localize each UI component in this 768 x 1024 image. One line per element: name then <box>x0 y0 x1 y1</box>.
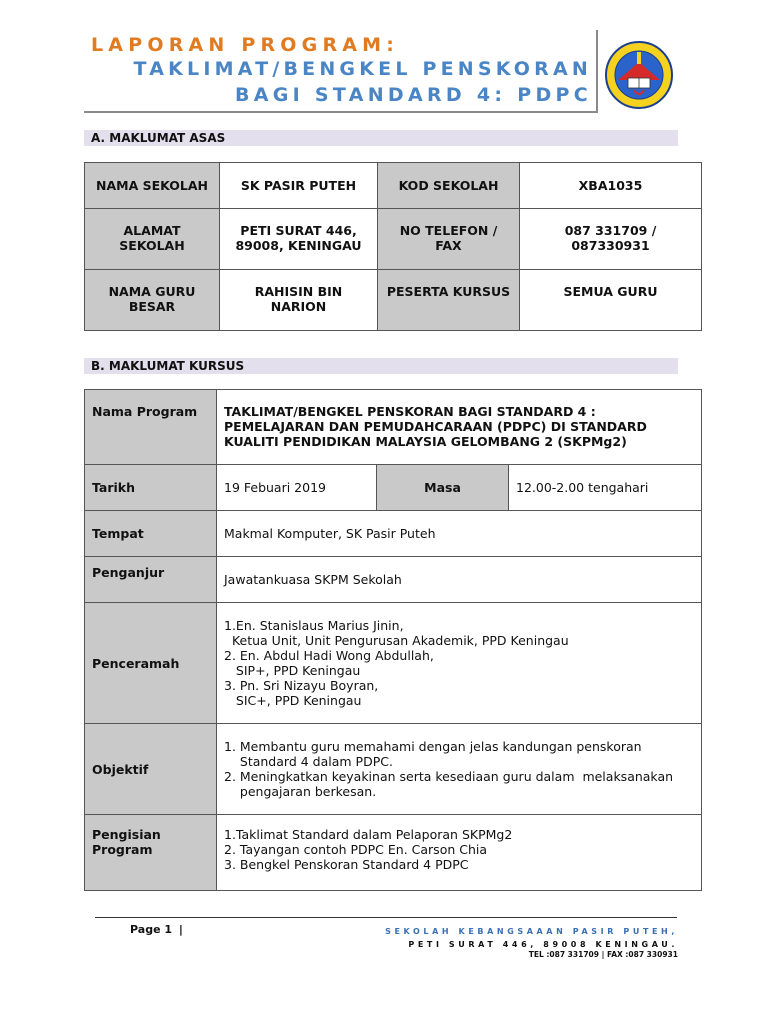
report-header <box>84 30 592 112</box>
alamat-label: ALAMAT SEKOLAH <box>85 209 220 270</box>
penceramah-line: 3. Pn. Sri Nizayu Boyran, <box>224 678 379 693</box>
pengisian-line: 1.Taklimat Standard dalam Pelaporan SKPMg2 <box>224 827 513 842</box>
footer-address: PETI SURAT 446, 89008 KENINGAU. <box>408 940 678 949</box>
header-vertical-divider <box>596 30 598 113</box>
header-divider <box>84 111 596 113</box>
table-row <box>85 557 702 603</box>
table-row <box>85 163 702 209</box>
maklumat-asas-table <box>84 162 702 331</box>
kod-sekolah-label: KOD SEKOLAH <box>378 163 520 209</box>
page-label: Page 1 <box>130 923 173 936</box>
school-logo <box>604 40 674 110</box>
pengisian-value <box>217 815 702 891</box>
nama-sekolah-value: SK PASIR PUTEH <box>220 163 378 209</box>
alamat-value: PETI SURAT 446, 89008, KENINGAU <box>220 209 378 270</box>
telefon-label: NO TELEFON / FAX <box>378 209 520 270</box>
table-row <box>85 209 702 270</box>
table-row <box>85 465 702 511</box>
penganjur-label: Penganjur <box>85 557 217 603</box>
masa-value: 12.00-2.00 tengahari <box>509 465 702 511</box>
table-row <box>85 724 702 815</box>
tempat-value: Makmal Komputer, SK Pasir Puteh <box>217 511 702 557</box>
table-row <box>85 603 702 724</box>
nama-sekolah-label: NAMA SEKOLAH <box>85 163 220 209</box>
section-b-title: B. MAKLUMAT KURSUS <box>84 358 678 374</box>
pengisian-label: Pengisian Program <box>85 815 217 891</box>
table-row <box>85 270 702 331</box>
tarikh-label: Tarikh <box>85 465 217 511</box>
objektif-line: pengajaran berkesan. <box>224 784 377 799</box>
objektif-line: 1. Membantu guru memahami dengan jelas kandungan penskoran <box>224 739 642 754</box>
objektif-label: Objektif <box>85 724 217 815</box>
footer-contact: TEL :087 331709 | FAX :087 330931 <box>528 950 678 959</box>
kod-sekolah-value: XBA1035 <box>520 163 702 209</box>
section-a-title: A. MAKLUMAT ASAS <box>84 130 678 146</box>
report-title-line3: BAGI STANDARD 4: PDPC <box>234 84 592 106</box>
penganjur-value: Jawatankuasa SKPM Sekolah <box>217 557 702 603</box>
pengisian-line: 3. Bengkel Penskoran Standard 4 PDPC <box>224 857 469 872</box>
nama-program-value: TAKLIMAT/BENGKEL PENSKORAN BAGI STANDARD 4 : PEMELAJARAN DAN PEMUDAHCARAAN (PDPC) DI STANDARD KUALITI PENDIDIKAN MALAYSIA GELOMBANG 2 (SKPMg2) <box>217 390 702 465</box>
penceramah-line: SIC+, PPD Keningau <box>224 693 362 708</box>
maklumat-kursus-table <box>84 389 702 891</box>
guru-besar-label: NAMA GURU BESAR <box>85 270 220 331</box>
penceramah-label: Penceramah <box>85 603 217 724</box>
footer-divider <box>95 917 677 918</box>
objektif-value <box>217 724 702 815</box>
objektif-line: Standard 4 dalam PDPC. <box>224 754 393 769</box>
telefon-value: 087 331709 / 087330931 <box>520 209 702 270</box>
table-row <box>85 511 702 557</box>
peserta-kursus-label: PESERTA KURSUS <box>378 270 520 331</box>
tempat-label: Tempat <box>85 511 217 557</box>
page-separator: | <box>178 923 183 936</box>
pengisian-line: 2. Tayangan contoh PDPC En. Carson Chia <box>224 842 488 857</box>
table-row <box>85 390 702 465</box>
penceramah-line: SIP+, PPD Keningau <box>224 663 361 678</box>
nama-program-label: Nama Program <box>85 390 217 465</box>
footer-school-name: SEKOLAH KEBANGSAAAN PASIR PUTEH, <box>385 927 678 936</box>
peserta-kursus-value: SEMUA GURU <box>520 270 702 331</box>
guru-besar-value: RAHISIN BIN NARION <box>220 270 378 331</box>
penceramah-value <box>217 603 702 724</box>
masa-label: Masa <box>377 465 509 511</box>
penceramah-line: Ketua Unit, Unit Pengurusan Akademik, PPD Keningau <box>224 633 569 648</box>
report-title-line2: TAKLIMAT/BENGKEL PENSKORAN <box>133 58 592 80</box>
tarikh-value: 19 Febuari 2019 <box>217 465 377 511</box>
penceramah-line: 1.En. Stanislaus Marius Jinin, <box>224 618 404 633</box>
penceramah-line: 2. En. Abdul Hadi Wong Abdullah, <box>224 648 434 663</box>
report-title-line1: LAPORAN PROGRAM: <box>91 34 400 56</box>
table-row <box>85 815 702 891</box>
objektif-line: 2. Meningkatkan keyakinan serta kesediaan guru dalam melaksanakan <box>224 769 674 784</box>
page-number <box>130 923 183 936</box>
